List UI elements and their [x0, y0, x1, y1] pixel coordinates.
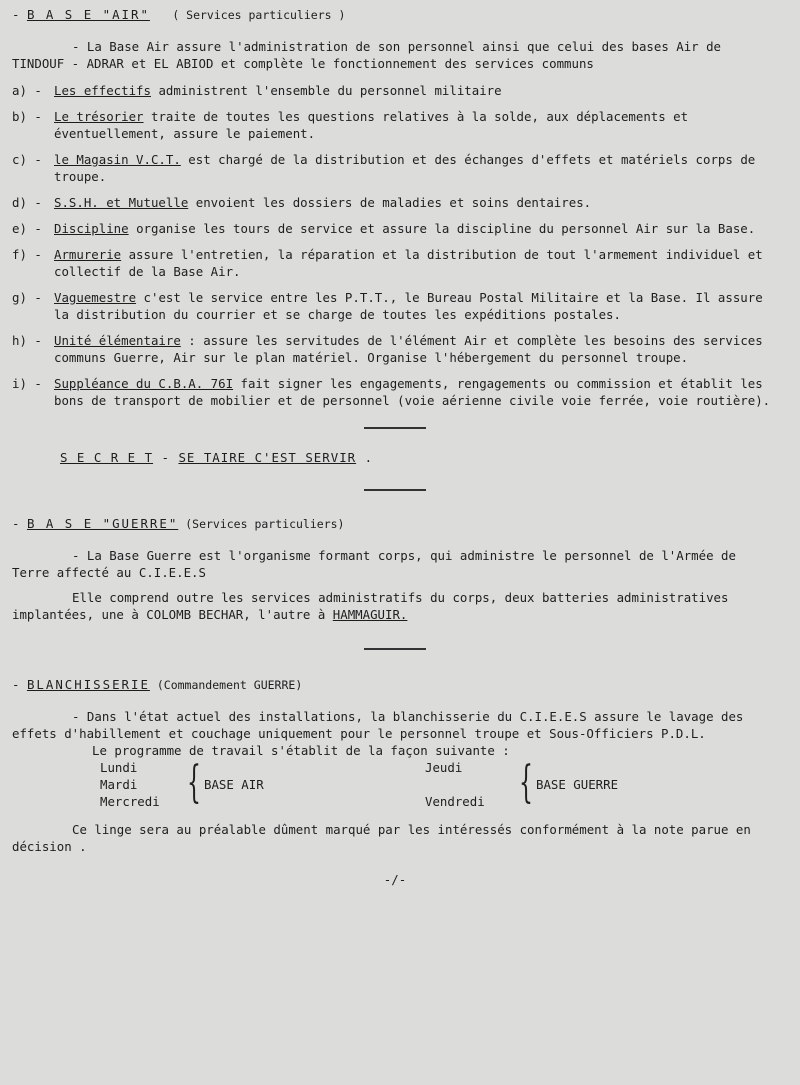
item-text: c'est le service entre les P.T.T., le Bureau Postal Militaire et la Base. Il assure la distribution du courrier et se charge de toutes les expéditions postales. [54, 290, 763, 322]
day-label: Mercredi [100, 794, 160, 809]
intro-paragraph: - La Base Air assure l'administration de son personnel ainsi que celui des bases Air de TINDOUF - ADRAR et EL ABIOD et complète le fonctionnement des services communs [12, 39, 722, 71]
motto-text: SE TAIRE C'EST SERVIR [178, 450, 357, 465]
heading-title: B A S E "AIR" [26, 7, 150, 22]
item-text: fait signer les engagements, rengagements ou commission et établit les bons de transport de mobilier et de personnel (voie aérienne civile voie ferrée, voie routière). [54, 376, 771, 408]
heading-subtitle: (Commandement GUERRE) [149, 678, 303, 692]
item-label: c) - [12, 152, 42, 167]
heading-dash: - [12, 677, 20, 692]
brace-glyph: { [519, 757, 533, 808]
day-label: Lundi [100, 760, 138, 775]
motto-end: . [356, 450, 374, 465]
heading-title: BLANCHISSERIE [26, 677, 150, 692]
separator [12, 639, 778, 656]
item-text: assure l'entretien, la réparation et la distribution de tout l'armement individuel et collectif de la Base Air. [54, 247, 763, 279]
secret-dash: - [153, 450, 179, 465]
item-label: f) - [12, 247, 42, 262]
section-heading-base-guerre [12, 515, 778, 533]
list-item [12, 375, 778, 409]
list-item [12, 246, 778, 280]
item-title: S.S.H. et Mutuelle [54, 195, 189, 210]
days-guerre [425, 759, 485, 810]
end-mark [12, 871, 778, 888]
list-item [12, 332, 778, 366]
section-heading-base-air [12, 6, 778, 24]
item-title: Armurerie [54, 247, 122, 262]
list-item [12, 108, 778, 142]
item-text: organise les tours de service et assure la discipline du personnel Air sur la Base. [128, 221, 756, 236]
place-name: HAMMAGUIR. [332, 607, 408, 622]
item-title: le Magasin V.C.T. [54, 152, 181, 167]
item-title: Suppléance du C.B.A. 76I [54, 376, 234, 391]
list-item [12, 220, 778, 237]
list-item [12, 194, 778, 211]
list-item [12, 289, 778, 323]
heading-dash: - [12, 7, 20, 22]
item-text: est chargé de la distribution et des échanges d'effets et matériels corps de troupe. [54, 152, 756, 184]
group-label-air: BASE AIR [204, 777, 264, 792]
separator [12, 480, 778, 497]
days-air [100, 759, 160, 810]
group-label-guerre: BASE GUERRE [536, 777, 619, 792]
item-label: a) - [12, 83, 42, 98]
item-label: e) - [12, 221, 42, 236]
item-title: Vaguemestre [54, 290, 137, 305]
schedule [12, 759, 778, 811]
item-title: Les effectifs [54, 83, 151, 98]
item-text: traite de toutes les questions relatives à la solde, aux déplacements et éventuellement, assure le paiement. [54, 109, 689, 141]
paragraph [12, 589, 778, 623]
item-label: i) - [12, 376, 42, 391]
paragraph-text: Elle comprend outre les services administratifs du corps, deux batteries administratives implantées, une à COLOMB BECHAR, l'autre à [12, 590, 729, 622]
end-mark-text: -/- [383, 872, 407, 887]
item-label: b) - [12, 109, 42, 124]
secret-word: S E C R E T [60, 450, 154, 465]
section-heading-blanchisserie [12, 676, 778, 694]
item-label: h) - [12, 333, 42, 348]
secret-motto [60, 449, 778, 466]
paragraph: - Dans l'état actuel des installations, la blanchisserie du C.I.E.E.S assure le lavage des effets d'habillement et couchage uniquement pour le personnel troupe et Sous-Officiers P.D.L. [12, 709, 744, 741]
heading-subtitle: ( Services particuliers ) [172, 8, 346, 22]
item-text: administrent l'ensemble du personnel militaire [150, 83, 502, 98]
item-label: d) - [12, 195, 42, 210]
item-title: Discipline [54, 221, 129, 236]
day-label: Jeudi [425, 760, 463, 775]
heading-subtitle: (Services particuliers) [178, 517, 345, 531]
day-label [425, 776, 485, 793]
item-title: Le trésorier [54, 109, 144, 124]
heading-title: B A S E "GUERRE" [26, 516, 179, 531]
list-item [12, 151, 778, 185]
day-label: Mardi [100, 777, 138, 792]
separator [12, 418, 778, 435]
heading-dash: - [12, 516, 20, 531]
paragraph: Le programme de travail s'établit de la façon suivante : [92, 743, 510, 758]
item-label: g) - [12, 290, 42, 305]
list-item [12, 82, 778, 99]
services-list [12, 82, 778, 409]
day-label: Vendredi [425, 794, 485, 809]
item-title: Unité élémentaire [54, 333, 181, 348]
paragraph: Ce linge sera au préalable dûment marqué par les intéressés conformément à la note parue en décision . [12, 822, 751, 854]
item-text: envoient les dossiers de maladies et soins dentaires. [188, 195, 592, 210]
brace-glyph: { [187, 757, 201, 808]
item-text: : assure les servitudes de l'élément Air et complète les besoins des services communs Guerre, Air sur le plan matériel. Organise l'hébergement du personnel troupe. [54, 333, 763, 365]
paragraph: - La Base Guerre est l'organisme formant corps, qui administre le personnel de l'Armée de Terre affecté au C.I.E.E.S [12, 548, 736, 580]
